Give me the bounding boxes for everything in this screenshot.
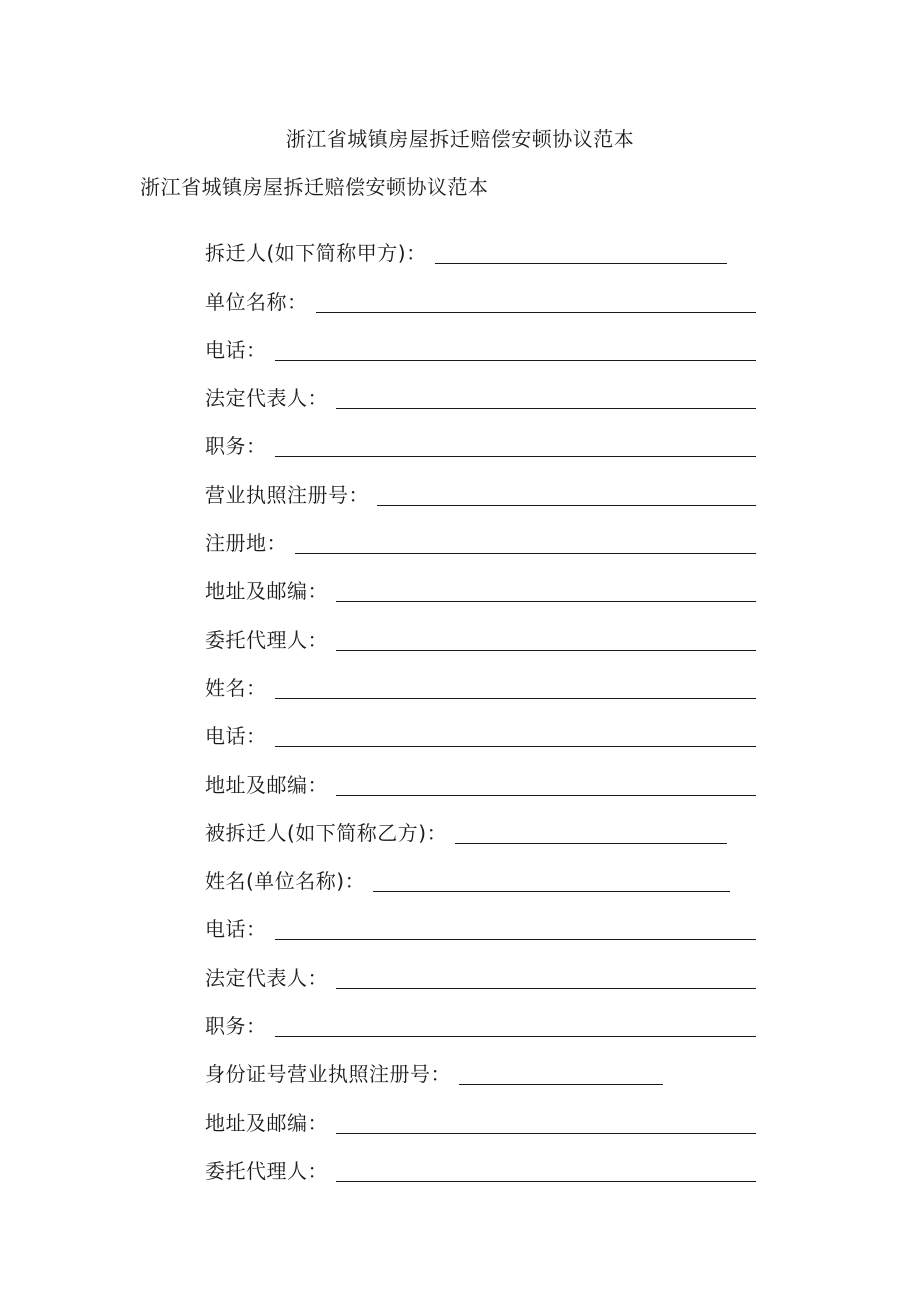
document-subtitle: 浙江省城镇房屋拆迁赔偿安顿协议范本 bbox=[140, 175, 489, 199]
field-row-address bbox=[205, 753, 765, 801]
field-label: 姓名： bbox=[205, 675, 267, 700]
field-row-license-no bbox=[205, 463, 765, 511]
field-row-phone bbox=[205, 898, 765, 946]
field-label: 单位名称： bbox=[205, 289, 308, 314]
field-row-position bbox=[205, 415, 765, 463]
field-label: 电话： bbox=[205, 917, 267, 942]
field-label: 被拆迁人(如下简称乙方)： bbox=[205, 820, 448, 845]
fill-in-blank[interactable] bbox=[435, 243, 727, 264]
fill-in-blank[interactable] bbox=[275, 1016, 757, 1037]
field-row-registered-place bbox=[205, 512, 765, 560]
field-row-demolisher bbox=[205, 222, 765, 270]
document-title: 浙江省城镇房屋拆迁赔偿安顿协议范本 bbox=[285, 127, 635, 151]
field-row-name bbox=[205, 657, 765, 705]
fill-in-blank[interactable] bbox=[275, 919, 757, 940]
fill-in-blank[interactable] bbox=[336, 388, 756, 409]
fill-in-blank[interactable] bbox=[275, 678, 757, 699]
field-row-unit-name bbox=[205, 270, 765, 318]
fill-in-blank[interactable] bbox=[275, 726, 757, 747]
field-row-agent bbox=[205, 608, 765, 656]
field-row-phone bbox=[205, 705, 765, 753]
field-label: 姓名(单位名称)： bbox=[205, 869, 366, 894]
fill-in-blank[interactable] bbox=[275, 340, 757, 361]
fill-in-blank[interactable] bbox=[336, 630, 756, 651]
field-row-legal-rep bbox=[205, 946, 765, 994]
party-info-form bbox=[205, 222, 765, 1188]
field-label: 电话： bbox=[205, 337, 267, 362]
field-label: 职务： bbox=[205, 1014, 267, 1039]
field-row-agent bbox=[205, 1140, 765, 1188]
fill-in-blank[interactable] bbox=[295, 533, 756, 554]
fill-in-blank[interactable] bbox=[275, 436, 757, 457]
fill-in-blank[interactable] bbox=[377, 485, 756, 506]
field-label: 委托代理人： bbox=[205, 627, 328, 652]
field-label: 法定代表人： bbox=[205, 965, 328, 990]
field-row-address bbox=[205, 1091, 765, 1139]
fill-in-blank[interactable] bbox=[336, 1161, 756, 1182]
field-label: 拆迁人(如下简称甲方)： bbox=[205, 241, 427, 266]
field-row-id-license bbox=[205, 1043, 765, 1091]
field-label: 委托代理人： bbox=[205, 1158, 328, 1183]
fill-in-blank[interactable] bbox=[455, 823, 727, 844]
field-row-phone bbox=[205, 319, 765, 367]
field-row-name-unit bbox=[205, 850, 765, 898]
field-row-legal-rep bbox=[205, 367, 765, 415]
field-label: 身份证号营业执照注册号： bbox=[205, 1062, 451, 1087]
field-label: 职务： bbox=[205, 434, 267, 459]
field-label: 电话： bbox=[205, 724, 267, 749]
fill-in-blank[interactable] bbox=[459, 1064, 663, 1085]
field-label: 注册地： bbox=[205, 531, 287, 556]
fill-in-blank[interactable] bbox=[336, 581, 756, 602]
field-label: 营业执照注册号： bbox=[205, 482, 369, 507]
field-row-demolishee bbox=[205, 802, 765, 850]
fill-in-blank[interactable] bbox=[373, 871, 730, 892]
fill-in-blank[interactable] bbox=[316, 292, 757, 313]
fill-in-blank[interactable] bbox=[336, 968, 756, 989]
field-label: 法定代表人： bbox=[205, 386, 328, 411]
fill-in-blank[interactable] bbox=[336, 1113, 756, 1134]
field-label: 地址及邮编： bbox=[205, 772, 328, 797]
field-row-position bbox=[205, 995, 765, 1043]
field-label: 地址及邮编： bbox=[205, 1110, 328, 1135]
fill-in-blank[interactable] bbox=[336, 775, 756, 796]
field-row-address bbox=[205, 560, 765, 608]
field-label: 地址及邮编： bbox=[205, 579, 328, 604]
